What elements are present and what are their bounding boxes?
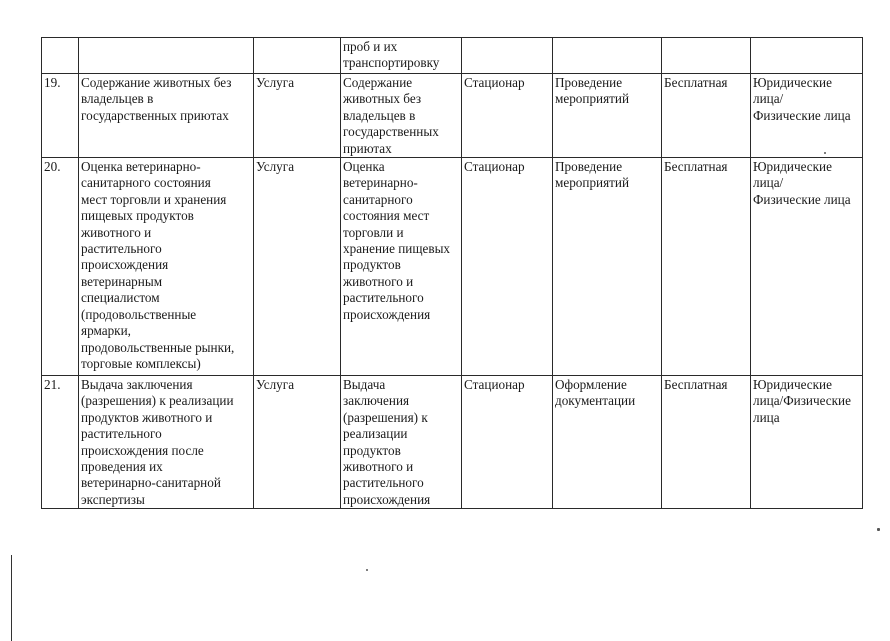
service-recipients-cell: Юридические лица/Физические лица [751,376,863,509]
row-number-cell [42,38,79,74]
scan-speck [877,528,880,531]
service-payment-cell: Бесплатная [662,376,751,509]
service-description-cell: Содержание животных без владельцев в государственных приютах [341,74,462,158]
service-form-cell: Проведение мероприятий [553,158,662,376]
table-row [42,74,863,158]
scan-speck [824,152,826,154]
service-type-cell: Услуга [254,376,341,509]
row-number-cell: 21. [42,376,79,509]
table-row [42,158,863,376]
service-name-cell [79,38,254,74]
service-payment-cell: Бесплатная [662,158,751,376]
service-place-cell: Стационар [462,74,553,158]
service-name-cell: Выдача заключения (разрешения) к реализации продуктов животного и растительного происхождения после проведения их ветеринарно-санитарной экспертизы [79,376,254,509]
scan-margin-line [11,555,12,641]
service-form-cell [553,38,662,74]
service-type-cell: Услуга [254,158,341,376]
service-name-cell: Оценка ветеринарно- санитарного состояния мест торговли и хранения пищевых продуктов животного и растительного происхождения ветеринарным специалистом (продовольственные ярмарки, продовольственные рынки, торговые комплексы) [79,158,254,376]
table-row [42,376,863,509]
service-payment-cell: Бесплатная [662,74,751,158]
service-description-cell: Оценка ветеринарно- санитарного состояния мест торговли и хранение пищевых продуктов животного и растительного происхождения [341,158,462,376]
service-form-cell: Оформление документации [553,376,662,509]
service-place-cell: Стационар [462,158,553,376]
service-form-cell: Проведение мероприятий [553,74,662,158]
service-type-cell: Услуга [254,74,341,158]
service-payment-cell [662,38,751,74]
service-place-cell [462,38,553,74]
service-description-cell: Выдача заключения (разрешения) к реализации продуктов животного и растительного происхождения [341,376,462,509]
services-table [41,37,863,509]
service-recipients-cell: Юридические лица/ Физические лица [751,74,863,158]
service-recipients-cell: Юридические лица/ Физические лица [751,158,863,376]
service-name-cell: Содержание животных без владельцев в государственных приютах [79,74,254,158]
service-description-cell: проб и их транспортировку [341,38,462,74]
row-number-cell: 19. [42,74,79,158]
table-row [42,38,863,74]
service-place-cell: Стационар [462,376,553,509]
service-recipients-cell [751,38,863,74]
service-type-cell [254,38,341,74]
row-number-cell: 20. [42,158,79,376]
scan-speck [366,569,368,571]
